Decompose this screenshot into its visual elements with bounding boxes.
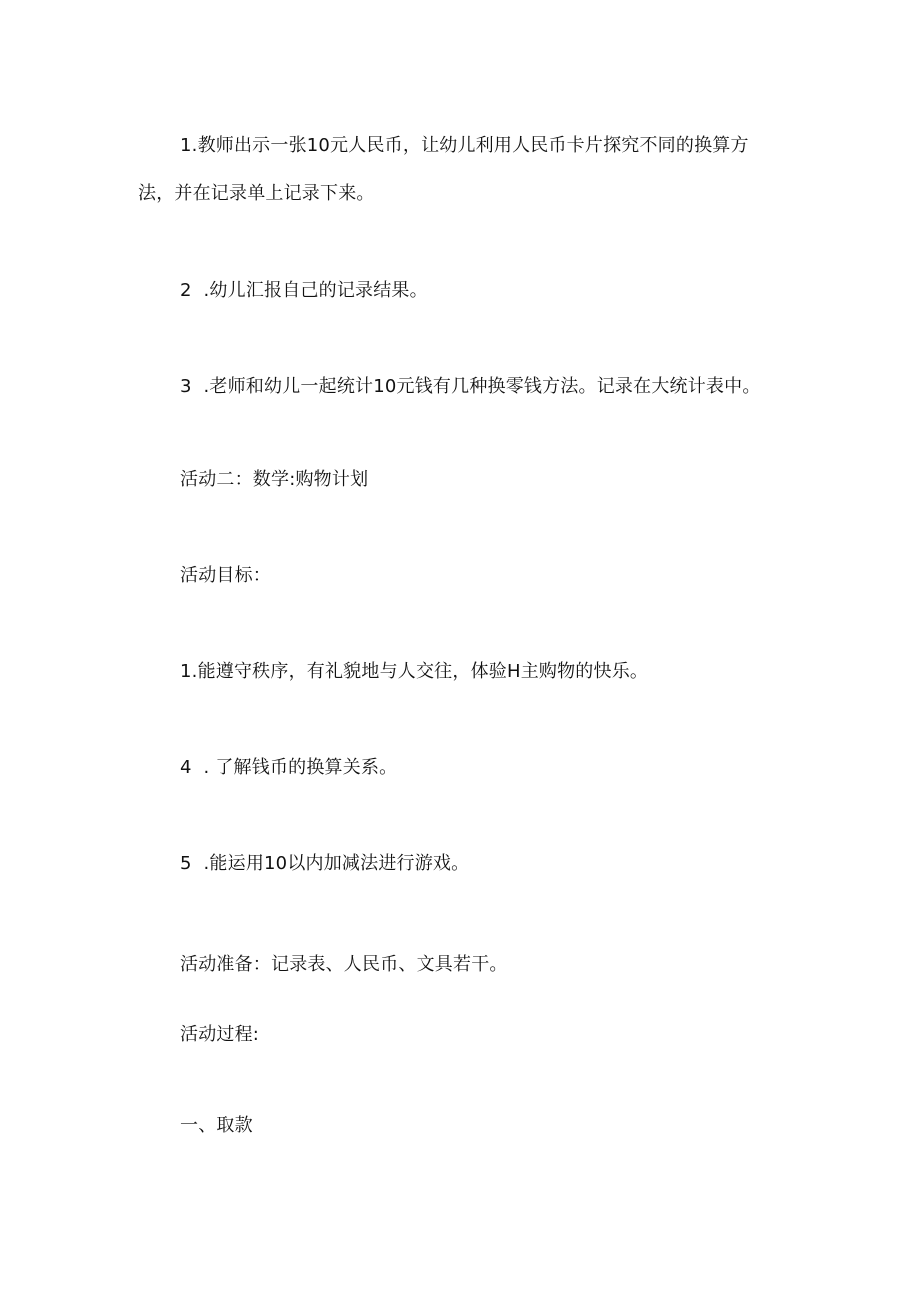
activity-preparation: 活动准备：记录表、人民币、文具若干。 bbox=[180, 954, 508, 975]
goal-4: 4 . 了解钱币的换算关系。 bbox=[180, 757, 398, 778]
activity-two-heading: 活动二：数学:购物计划 bbox=[180, 469, 369, 490]
activity-process-heading: 活动过程: bbox=[180, 1024, 260, 1045]
activity-goals-heading: 活动目标： bbox=[180, 565, 271, 586]
step-1-line-2: 法，并在记录单上记录下来。 bbox=[138, 183, 375, 204]
section-withdraw: 一、取款 bbox=[180, 1115, 253, 1136]
step-1-line-1: 1.教师出示一张10元人民币，让幼儿利用人民币卡片探究不同的换算方 bbox=[180, 135, 749, 156]
step-3: 3 .老师和幼儿一起统计10元钱有几种换零钱方法。记录在大统计表中。 bbox=[180, 376, 761, 397]
step-2: 2 .幼儿汇报自己的记录结果。 bbox=[180, 280, 428, 301]
goal-5: 5 .能运用10以内加减法进行游戏。 bbox=[180, 853, 470, 874]
goal-1: 1.能遵守秩序，有礼貌地与人交往，体验H主购物的快乐。 bbox=[180, 661, 649, 682]
